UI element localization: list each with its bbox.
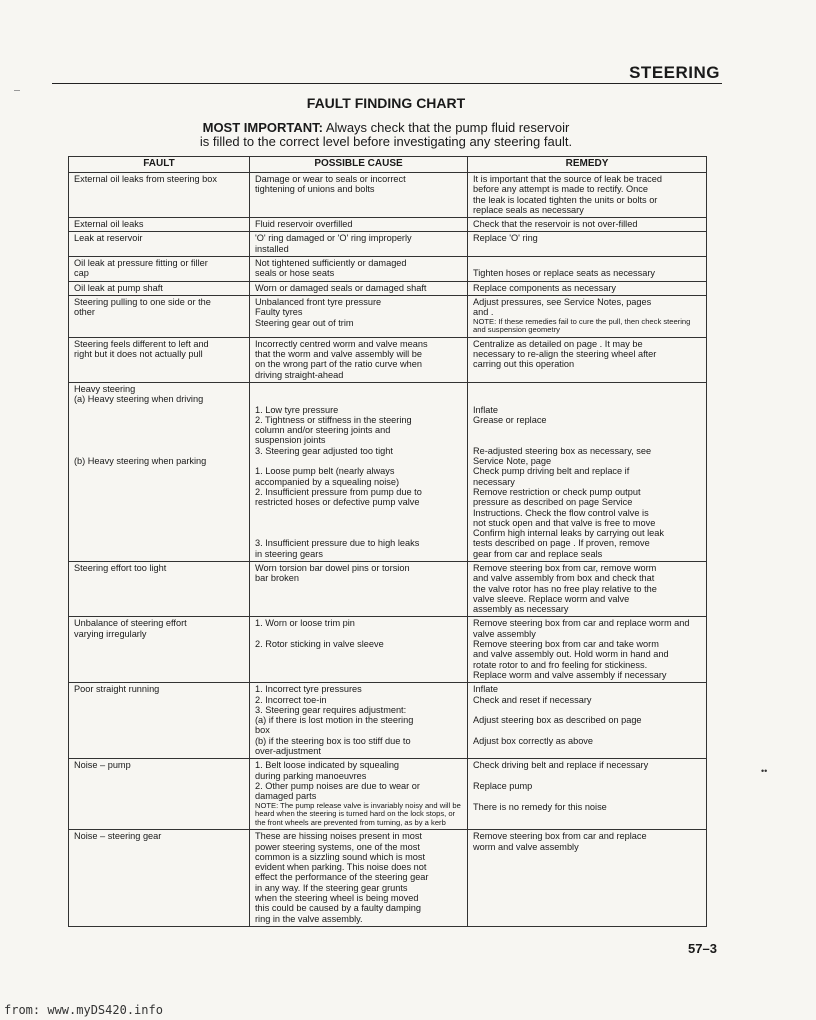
fault-cell: Heavy steering (a) Heavy steering when driving (b) Heavy steering when parking bbox=[69, 382, 250, 561]
remedy-cell: Remove steering box from car and replace worm and valve assembly Remove steering box from car and take worm and valve assembly out. Hold worm in hand and rotate rotor to and fro feeling for stickiness. Replace worm and valve assembly if necessary bbox=[468, 617, 707, 683]
important-label: MOST IMPORTANT: bbox=[202, 120, 323, 135]
column-header-fault: FAULT bbox=[69, 157, 250, 173]
remedy-note: NOTE: If these remedies fail to cure the pull, then check steering and suspension geometry bbox=[473, 316, 691, 335]
scan-speck: •• bbox=[761, 766, 768, 776]
cause-cell: 1. Incorrect tyre pressures 2. Incorrect toe-in 3. Steering gear requires adjustment: (a) if there is lost motion in the steering box (b) if the steering box is too stiff due to over-adjustment bbox=[250, 683, 468, 759]
table-row bbox=[69, 683, 707, 759]
fault-cell: Steering feels different to left and right but it does not actually pull bbox=[69, 337, 250, 382]
cause-cell: Unbalanced front tyre pressure Faulty tyres Steering gear out of trim bbox=[250, 295, 468, 337]
page-number: 57–3 bbox=[688, 941, 717, 956]
fault-cell: External oil leaks bbox=[69, 218, 250, 232]
table-row bbox=[69, 232, 707, 257]
cause-cell: Fluid reservoir overfilled bbox=[250, 218, 468, 232]
header-rule bbox=[52, 83, 722, 84]
table-row bbox=[69, 830, 707, 927]
table-row bbox=[69, 173, 707, 218]
cause-cell: Worn torsion bar dowel pins or torsion bar broken bbox=[250, 561, 468, 616]
remedy-cell: Check driving belt and replace if necessary Replace pump There is no remedy for this noise bbox=[468, 759, 707, 830]
cause-cell: Not tightened sufficiently or damaged seals or hose seats bbox=[250, 257, 468, 282]
table-row bbox=[69, 382, 707, 561]
table-row bbox=[69, 295, 707, 337]
remedy-cell: Inflate Grease or replace Re-adjusted steering box as necessary, see Service Note, page Check pump driving belt and replace if necessary Remove restriction or check pump output pressure as described on page Service Instructions. Check the flow control valve is not stuck open and that valve is free to move Confirm high internal leaks by carrying out leak tests described on page . If proven, remove gear from car and replace seals bbox=[468, 382, 707, 561]
scan-mark bbox=[14, 90, 20, 91]
fault-cell: Steering effort too light bbox=[69, 561, 250, 616]
fault-cell: Oil leak at pump shaft bbox=[69, 281, 250, 295]
remedy-cell: It is important that the source of leak be traced before any attempt is made to rectify. Once the leak is located tighten the units or bolts or replace seals as necessary bbox=[468, 173, 707, 218]
column-header-remedy: REMEDY bbox=[468, 157, 707, 173]
cause-note: NOTE: The pump release valve is invariably noisy and will be heard when the steering is turned hard on the lock stops, or the front wheels are prevented from turning, as by a kerb bbox=[255, 800, 461, 827]
remedy-cell: Centralize as detailed on page . It may be necessary to re-align the steering wheel after carring out this operation bbox=[468, 337, 707, 382]
remedy-cell bbox=[468, 295, 707, 337]
chart-title: FAULT FINDING CHART bbox=[306, 95, 466, 111]
cause-cell bbox=[250, 759, 468, 830]
important-line2: is filled to the correct level before investigating any steering fault. bbox=[199, 134, 573, 149]
cause-cell: Worn or damaged seals or damaged shaft bbox=[250, 281, 468, 295]
table-row bbox=[69, 218, 707, 232]
table-row bbox=[69, 561, 707, 616]
remedy-cell: Tighten hoses or replace seats as necessary bbox=[468, 257, 707, 282]
table-row bbox=[69, 337, 707, 382]
remedy-cell: Check that the reservoir is not over-filled bbox=[468, 218, 707, 232]
table-header-row bbox=[69, 157, 707, 173]
fault-cell: Oil leak at pressure fitting or filler cap bbox=[69, 257, 250, 282]
remedy-cell: Inflate Check and reset if necessary Adjust steering box as described on page Adjust box correctly as above bbox=[468, 683, 707, 759]
fault-cell: Noise – pump bbox=[69, 759, 250, 830]
fault-cell: Leak at reservoir bbox=[69, 232, 250, 257]
fault-cell: Poor straight running bbox=[69, 683, 250, 759]
remedy-cell: Replace 'O' ring bbox=[468, 232, 707, 257]
remedy-cell: Remove steering box from car and replace worm and valve assembly bbox=[468, 830, 707, 927]
table-row bbox=[69, 281, 707, 295]
remedy-text: Adjust pressures, see Service Notes, pages and . bbox=[473, 296, 652, 318]
table-row bbox=[69, 257, 707, 282]
fault-cell: External oil leaks from steering box bbox=[69, 173, 250, 218]
table-row bbox=[69, 617, 707, 683]
footer-url: from: www.myDS420.info bbox=[4, 1003, 163, 1017]
fault-cell: Steering pulling to one side or the other bbox=[69, 295, 250, 337]
cause-text: 1. Belt loose indicated by squealing during parking manoeuvres 2. Other pump noises are due to wear or damaged parts bbox=[255, 760, 420, 802]
cause-cell: Incorrectly centred worm and valve means that the worm and valve assembly will be on the wrong part of the ratio curve when driving straight-ahead bbox=[250, 337, 468, 382]
fault-cell: Noise – steering gear bbox=[69, 830, 250, 927]
fault-cell: Unbalance of steering effort varying irregularly bbox=[69, 617, 250, 683]
section-title: STEERING bbox=[629, 63, 720, 82]
important-notice bbox=[0, 121, 772, 149]
cause-cell: 1. Worn or loose trim pin 2. Rotor sticking in valve sleeve bbox=[250, 617, 468, 683]
cause-cell: 'O' ring damaged or 'O' ring improperly installed bbox=[250, 232, 468, 257]
important-line1: Always check that the pump fluid reservoir bbox=[325, 120, 570, 135]
cause-cell: Damage or wear to seals or incorrect tightening of unions and bolts bbox=[250, 173, 468, 218]
remedy-cell: Replace components as necessary bbox=[468, 281, 707, 295]
table-row bbox=[69, 759, 707, 830]
cause-cell: These are hissing noises present in most power steering systems, one of the most common is a sizzling sound which is most evident when parking. This noise does not effect the performance of the steering gear in any way. If the steering gear grunts when the steering wheel is being moved this could be caused by a faulty damping ring in the valve assembly. bbox=[250, 830, 468, 927]
fault-finding-table bbox=[68, 156, 707, 927]
column-header-cause: POSSIBLE CAUSE bbox=[250, 157, 468, 173]
cause-cell: 1. Low tyre pressure 2. Tightness or stiffness in the steering column and/or steering joints and suspension joints 3. Steering gear adjusted too tight 1. Loose pump belt (nearly always accompanied by a squealing noise) 2. Insufficient pressure from pump due to restricted hoses or defective pump valve 3. Insufficient pressure due to high leaks in steering gears bbox=[250, 382, 468, 561]
remedy-cell: Remove steering box from car, remove worm and valve assembly from box and check that the valve rotor has no free play relative to the valve sleeve. Replace worm and valve assembly as necessary bbox=[468, 561, 707, 616]
